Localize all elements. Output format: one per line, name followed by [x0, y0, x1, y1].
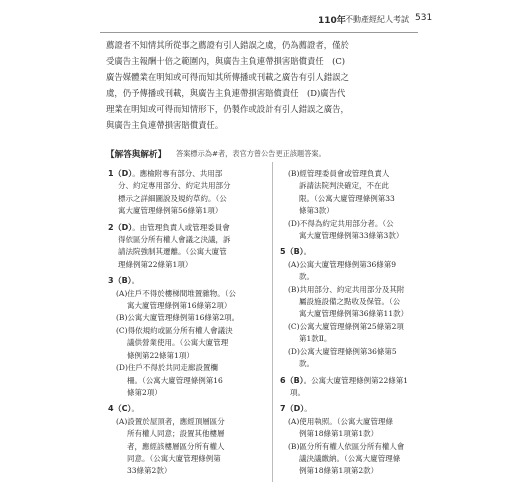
answer-text: 。由管理負責人或管理委員會 — [132, 222, 230, 232]
answer-text: 分、約定專用部分、約定共用部分 — [118, 181, 231, 191]
option-text: 訴請法院判決確定，不在此 — [299, 181, 389, 191]
option-text: (B)經管理委員會或管理負責人 — [288, 169, 390, 178]
option-explanation — [108, 288, 264, 313]
option-text: 條例第22條第1項） — [127, 350, 194, 360]
answers-right-column — [280, 168, 428, 482]
answer-item — [280, 246, 428, 370]
option-text: 者，應經該樓層區分所有權人 — [127, 441, 225, 451]
answer-text: 理條例第22條第1項） — [118, 259, 193, 269]
answer-text: 。 — [131, 404, 139, 414]
option-explanation — [280, 168, 428, 218]
option-text: 寓大廈管理條例第36條第11款） — [299, 309, 409, 319]
answer-number: 2（D） — [108, 222, 133, 232]
option-text: 條第3款） — [299, 206, 334, 216]
option-text: 限。（公寓大廈管理條例第33 — [299, 193, 395, 203]
option-text: (A)公寓大廈管理條例第36條第9 — [288, 259, 397, 269]
answer-item — [108, 403, 264, 477]
option-text: 寓大廈管理條例第16條第2項） — [127, 301, 232, 311]
option-text: 柵。（公寓大廈管理條例第16 — [127, 375, 223, 385]
answer-text: 項。 — [290, 387, 305, 397]
answer-item — [280, 375, 428, 400]
option-text: (B)共用部分、約定共用部分及其附 — [288, 284, 405, 294]
option-text: (B)區分所有權人依區分所有權人會 — [288, 441, 405, 451]
option-text: 款。 — [299, 359, 314, 369]
answer-first-line — [108, 403, 264, 415]
page-header — [0, 12, 520, 28]
option-text: 議供營業使用。（公寓大廈管理 — [127, 338, 229, 348]
answer-section-note: 答案標示為#者，表官方曾公告更正該題答案。 — [176, 149, 326, 158]
answer-text: 請法院強制其遷離。（公寓大廈管 — [118, 247, 227, 257]
option-explanation — [108, 312, 264, 324]
option-text: (B)公寓大廈管理條例第16條第2項。 — [116, 313, 240, 323]
answer-first-line — [108, 275, 264, 287]
paragraph-line: 受廣告主報酬十倍之範圍內，與廣告主負連帶損害賠償責任 (C) — [106, 56, 346, 66]
option-text: 議決議繳納。（公寓大廈管理條 — [299, 453, 401, 463]
answer-item — [108, 168, 264, 218]
paragraph-line: 廣告媒體業在明知或可得而知其所傳播或刊載之廣告有引人錯誤之 — [106, 72, 349, 82]
option-explanation — [108, 362, 264, 399]
page-number: 531 — [415, 13, 433, 23]
answer-number: 3（B） — [108, 276, 132, 286]
answer-first-line — [280, 403, 428, 415]
answer-number: 5（B） — [280, 247, 304, 257]
answer-first-line — [280, 375, 428, 387]
header-year: 110年 — [318, 16, 346, 26]
answer-text: 。 — [303, 247, 312, 257]
option-explanation — [280, 284, 428, 321]
answer-item — [108, 275, 264, 399]
option-text: (A)設置於屋頂者，應經頂層區分 — [116, 416, 225, 426]
answer-item — [108, 222, 264, 272]
option-explanation — [108, 416, 264, 478]
option-explanation — [280, 346, 428, 371]
answers-left-column — [108, 168, 264, 482]
option-text: (C)得依規約或區分所有權人會議決 — [116, 325, 233, 335]
answer-item — [280, 403, 428, 477]
answer-number: 7（D） — [280, 404, 305, 414]
answer-number: 1（D） — [108, 169, 133, 178]
option-explanation — [280, 259, 428, 284]
answer-item — [280, 168, 428, 242]
answer-text: 標示之詳細圖說及規約草約。（公 — [118, 193, 227, 203]
option-text: 條第2項） — [127, 387, 162, 397]
answer-section-banner — [106, 148, 424, 162]
option-explanation — [280, 321, 428, 346]
option-text: 例第18條第1項第2款） — [299, 466, 379, 476]
continuation-paragraph — [106, 37, 424, 133]
answer-first-line — [280, 246, 428, 258]
answer-text: 。 — [131, 276, 140, 286]
option-text: 屬設施設備之點收及保管。（公 — [299, 297, 401, 307]
answer-text: 寓大廈管理條例第56條第1項） — [118, 206, 223, 216]
header-title: 不動產經紀人考試 — [345, 15, 409, 24]
option-text: (D)不得為約定共用部分者。（公 — [288, 218, 394, 228]
answer-first-line — [108, 222, 264, 234]
option-explanation — [280, 416, 428, 441]
answer-number: 6（B） — [280, 375, 304, 385]
option-explanation — [280, 441, 428, 478]
option-text: 同意。（公寓大廈管理條例第 — [127, 453, 221, 463]
option-text: 款。 — [299, 272, 314, 282]
option-explanation — [108, 325, 264, 362]
option-text: 第1款Ⅱ。 — [299, 334, 332, 344]
option-text: (A)使用執照。（公寓大廈管理條 — [288, 416, 394, 426]
column-divider — [272, 162, 273, 482]
option-text: (D)公寓大廈管理條例第36條第5 — [288, 346, 397, 356]
answer-first-line — [108, 168, 264, 180]
answer-text: 得依區分所有權人會議之決議，訴 — [118, 235, 231, 245]
paragraph-line: 虞，仍予傳播或刊載，與廣告主負連帶損害賠償責任 (D)廣告代 — [106, 88, 346, 98]
option-explanation — [280, 218, 428, 243]
option-text: 例第18條第1項第1款） — [299, 429, 379, 439]
answer-number: 4（C） — [108, 404, 132, 414]
option-text: (A)住戶不得於樓梯間堆置雜物。（公 — [116, 288, 237, 298]
answer-text: 。 — [304, 404, 312, 414]
option-text: 寓大廈管理條例第33條第3款） — [299, 231, 404, 241]
paragraph-line: 與廣告主負連帶損害賠償責任。 — [106, 120, 224, 130]
option-text: 所有權人同意；設置其他樓層 — [127, 429, 225, 439]
answer-text: 。公寓大廈管理條例第22條第1 — [303, 375, 408, 385]
option-text: (C)公寓大廈管理條例第25條第2項 — [288, 321, 404, 331]
option-text: 33條第2款） — [127, 466, 172, 476]
header-rule — [100, 32, 418, 33]
answer-section-title: 【解答與解析】 — [106, 150, 167, 160]
answer-text: 。應檢附專有部分、共用部 — [132, 169, 223, 178]
paragraph-line: 理業在明知或可得而知情形下，仍製作或設計有引人錯誤之廣告， — [106, 104, 349, 114]
paragraph-line: 薦證者不知情其所從事之薦證有引人錯誤之虞，仍為薦證者，僅於 — [106, 40, 349, 50]
option-text: (D)住戶不得於共同走廊設置欄 — [116, 363, 218, 373]
